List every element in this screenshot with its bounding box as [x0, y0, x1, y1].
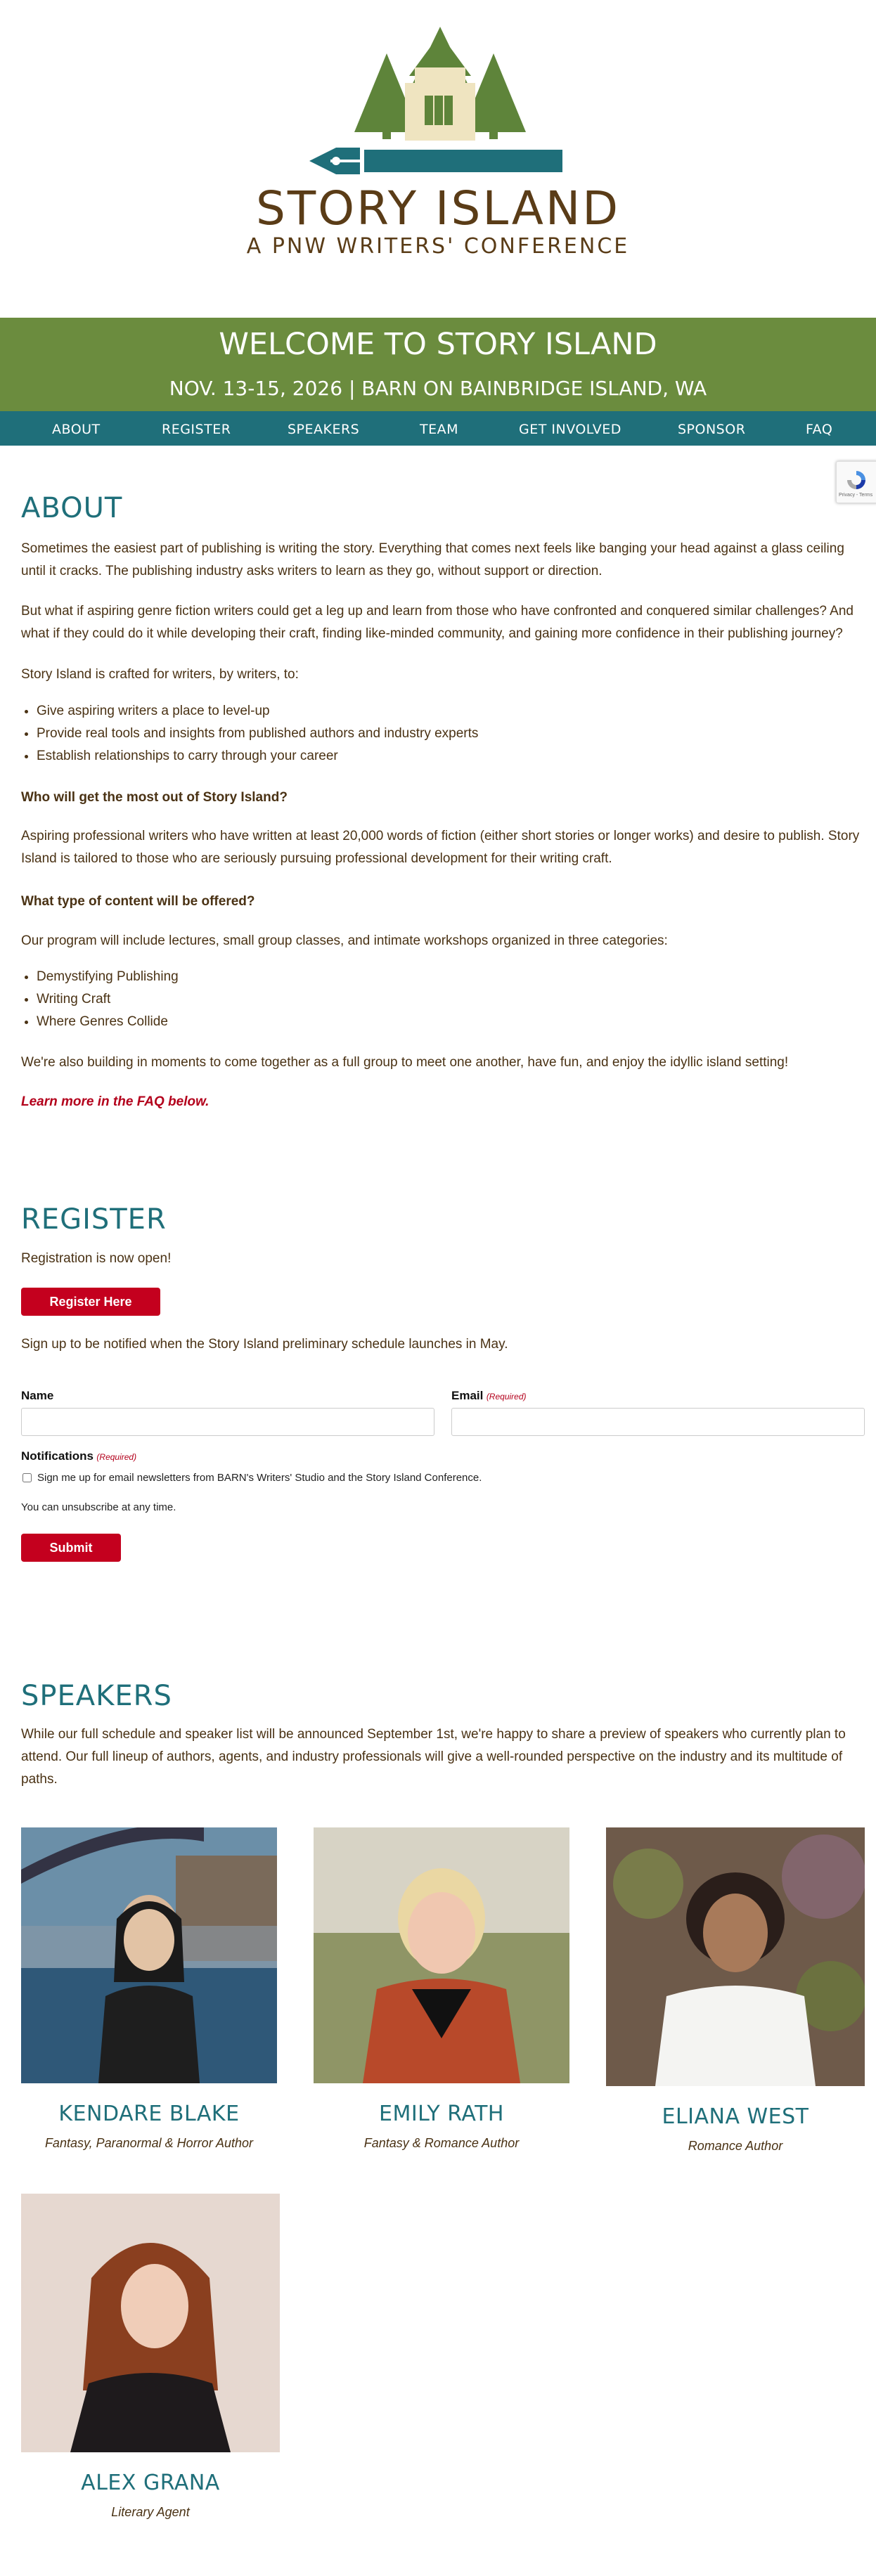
speaker-photo-alex-grana	[21, 2194, 280, 2452]
speaker-role: Romance Author	[688, 2139, 783, 2153]
list-item: • Give aspiring writers a place to level-up	[37, 700, 865, 723]
faq-link[interactable]: Learn more in the FAQ below.	[21, 1094, 210, 1109]
list-item: • Writing Craft	[37, 988, 865, 1011]
newsletter-checkbox[interactable]	[22, 1473, 32, 1482]
name-label	[21, 1389, 53, 1403]
speaker-role: Fantasy & Romance Author	[363, 2136, 520, 2150]
register-section	[21, 1203, 865, 1236]
email-label	[451, 1389, 527, 1403]
site-header	[0, 0, 876, 318]
email-input[interactable]	[451, 1408, 865, 1436]
registration-open-text: Registration is now open!	[21, 1251, 172, 1266]
logo-subtitle: A PNW WRITERS' CONFERENCE	[246, 234, 630, 259]
list-item: • Where Genres Collide	[37, 1011, 865, 1033]
notifications-label	[21, 1449, 136, 1463]
recaptcha-icon	[845, 469, 868, 491]
logo-title: STORY ISLAND	[255, 181, 621, 235]
about-title: ABOUT	[21, 492, 123, 524]
unsubscribe-note: You can unsubscribe at any time.	[21, 1501, 176, 1513]
welcome-title: WELCOME TO STORY ISLAND	[219, 327, 657, 362]
speaker-role: Literary Agent	[111, 2505, 190, 2519]
notify-text: Sign up to be notified when the Story Island preliminary schedule launches in May.	[21, 1337, 508, 1352]
speaker-role: Fantasy, Paranormal & Horror Author	[44, 2136, 254, 2150]
speaker-portrait-icon	[21, 1827, 277, 2083]
nav-sponsor[interactable]: SPONSOR	[678, 422, 746, 437]
submit-button[interactable]: Submit	[21, 1534, 121, 1562]
about-paragraph-4: Aspiring professional writers who have written at least 20,000 words of fiction (either short stories or longer works) and desire to publish. Story Island is tailored to those who are seriously pursuing professional development for their writing craft.	[21, 829, 860, 866]
register-here-button[interactable]: Register Here	[21, 1288, 160, 1316]
nav-about[interactable]: ABOUT	[52, 422, 101, 437]
notifications-required-text: (Required)	[96, 1452, 137, 1462]
welcome-date-location: NOV. 13-15, 2026 | BARN ON BAINBRIDGE ISLAND, WA	[169, 377, 707, 400]
speaker-name: ELIANA WEST	[662, 2104, 809, 2129]
about-goals-list	[21, 700, 865, 768]
email-required-text: (Required)	[486, 1392, 527, 1402]
welcome-banner	[0, 318, 876, 411]
speakers-intro: While our full schedule and speaker list will be announced September 1st, we're happy to share a preview of speakers who currently plan to attend. Our full lineup of authors, agents, and industry professionals will give a well-rounded perspective on the industry and its multitude of paths.	[21, 1727, 846, 1787]
speakers-title: SPEAKERS	[21, 1680, 172, 1712]
about-question-2: What type of content will be offered?	[21, 894, 255, 909]
nav-get-involved[interactable]: GET INVOLVED	[519, 422, 621, 437]
about-paragraph-2: But what if aspiring genre fiction writers could get a leg up and learn from those who have confronted and conquered similar challenges? And what if they could do it while developing their craft, finding like-minded community, and gaining more confidence in their publishing journey?	[21, 604, 854, 641]
speaker-name: ALEX GRANA	[81, 2471, 220, 2495]
about-paragraph-3: Story Island is crafted for writers, by writers, to:	[21, 667, 299, 682]
email-label-text: Email	[451, 1389, 484, 1402]
speaker-portrait-icon	[21, 2194, 280, 2452]
about-paragraph-5: Our program will include lectures, small group classes, and intimate workshops organized in three categories:	[21, 933, 668, 948]
about-paragraph-1: Sometimes the easiest part of publishing is writing the story. Everything that comes next feels like banging your head against a glass ceiling until it cracks. The publishing industry asks writers to learn as they go, without support or direction.	[21, 541, 844, 578]
about-categories-list	[21, 966, 865, 1033]
speaker-photo-eliana-west	[606, 1827, 865, 2086]
main-nav	[0, 411, 876, 446]
list-item: • Establish relationships to carry through your career	[37, 745, 865, 768]
notifications-label-text: Notifications	[21, 1449, 94, 1463]
recaptcha-text[interactable]: Privacy - Terms	[839, 493, 873, 498]
nav-faq[interactable]: FAQ	[806, 422, 833, 437]
name-input[interactable]	[21, 1408, 434, 1436]
newsletter-option	[22, 1472, 482, 1484]
speaker-name: KENDARE BLAKE	[58, 2102, 240, 2126]
list-item: • Demystifying Publishing	[37, 966, 865, 988]
newsletter-checkbox-label[interactable]: Sign me up for email newsletters from BARN's Writers' Studio and the Story Island Conference.	[37, 1472, 482, 1484]
register-title: REGISTER	[21, 1203, 167, 1236]
about-question-1: Who will get the most out of Story Island?	[21, 790, 288, 805]
speaker-portrait-icon	[314, 1827, 569, 2083]
speaker-name: EMILY RATH	[379, 2102, 504, 2126]
nav-register[interactable]: REGISTER	[162, 422, 231, 437]
nav-team[interactable]: TEAM	[420, 422, 459, 437]
speaker-photo-emily-rath	[314, 1827, 569, 2083]
list-item: • Provide real tools and insights from published authors and industry experts	[37, 723, 865, 745]
speaker-portrait-icon	[606, 1827, 865, 2086]
name-label-text: Name	[21, 1389, 54, 1402]
about-section	[21, 492, 865, 524]
speakers-section	[21, 1680, 865, 1712]
speaker-photo-kendare-blake	[21, 1827, 277, 2083]
story-island-logo-icon[interactable]	[309, 27, 567, 178]
nav-speakers[interactable]: SPEAKERS	[288, 422, 360, 437]
about-paragraph-6: We're also building in moments to come together as a full group to meet one another, have fun, and enjoy the idyllic island setting!	[21, 1055, 789, 1070]
